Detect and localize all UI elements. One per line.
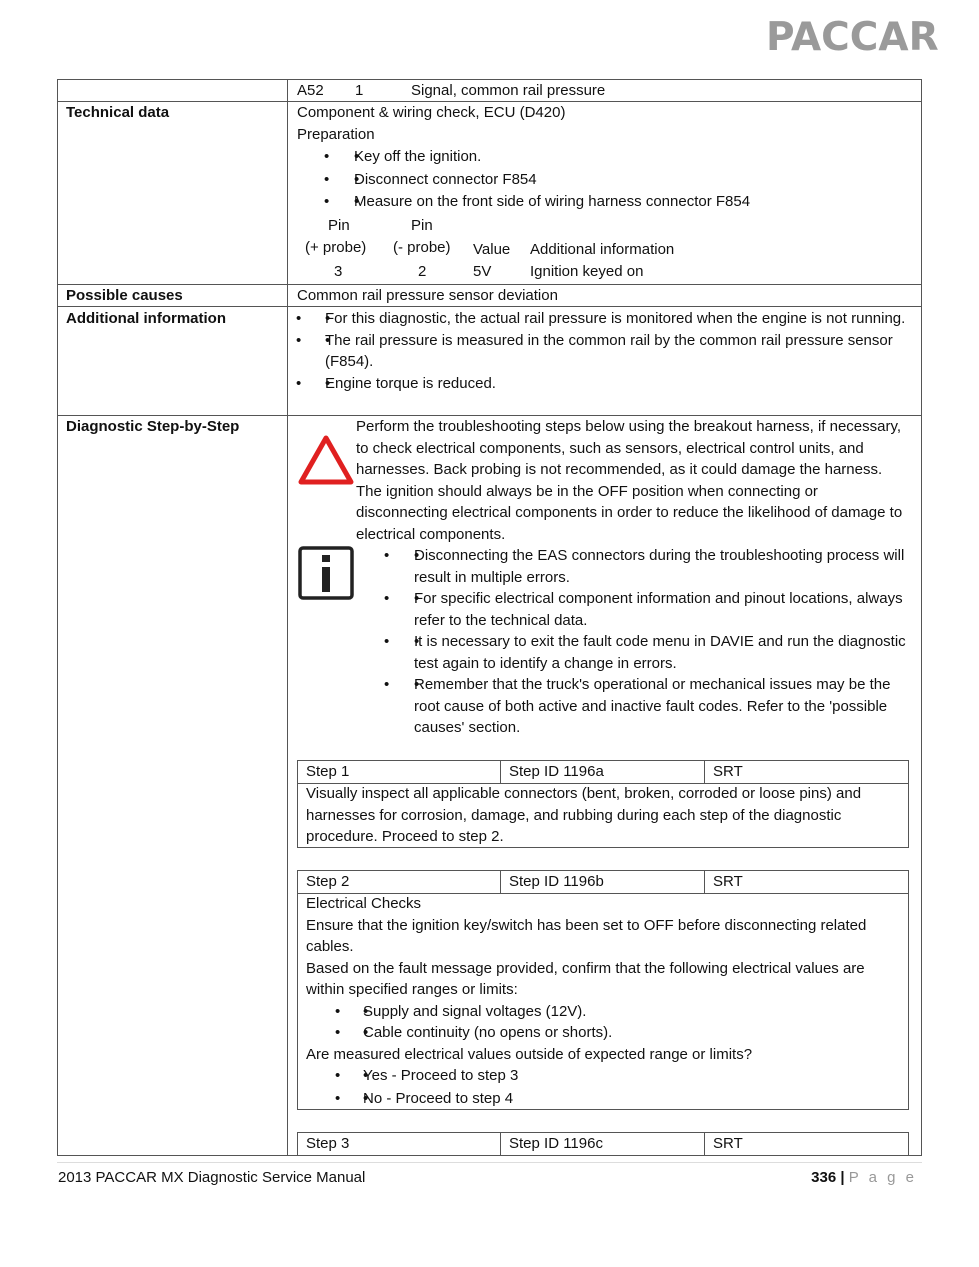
- technical-line: Component & wiring check, ECU (D420): [297, 104, 566, 121]
- step-number: Step 1: [298, 761, 501, 783]
- page-number: [811, 1167, 917, 1189]
- list-item: • • For specific electrical component information and pinout locations, always refer to the technical data.: [414, 588, 909, 631]
- step-number: Step 2: [298, 871, 501, 893]
- value-header: Value: [473, 241, 511, 258]
- step-body: [306, 893, 896, 1109]
- step-2-table: [297, 870, 909, 1110]
- info-list: [384, 545, 909, 739]
- list-item: • • Measure on the front side of wiring harness connector F854: [354, 191, 914, 213]
- step-heading: Electrical Checks: [306, 895, 422, 912]
- list-item: • • Yes - Proceed to step 3: [363, 1065, 896, 1087]
- diagnostic-label: Diagnostic Step-by-Step: [66, 418, 240, 435]
- technical-data-label: Technical data: [66, 104, 170, 121]
- additional-info-label: Additional information: [66, 310, 226, 327]
- page-separator: |: [840, 1169, 845, 1186]
- step-id: Step ID 1196c: [501, 1133, 705, 1155]
- footer-title: 2013 PACCAR MX Diagnostic Service Manual: [58, 1169, 366, 1186]
- info-icon: [298, 546, 355, 601]
- table-border-right: [921, 79, 922, 1156]
- possible-causes-label: Possible causes: [66, 287, 183, 304]
- step-text: Ensure that the ignition key/switch has been set to OFF before disconnecting related cables.: [306, 916, 867, 955]
- step-text: Visually inspect all applicable connectors (bent, broken, corroded or loose pins) and harnesses for corrosion, damage, and rubbing during each step of the diagnostic procedure. Proceed to step 2.: [306, 785, 862, 845]
- list-item: • • Key off the ignition.: [354, 146, 914, 168]
- measure-value: 5V: [473, 263, 492, 280]
- step-text: Based on the fault message provided, confirm that the following electrical values are within specified ranges or limits:: [306, 959, 865, 998]
- list-item: • • It is necessary to exit the fault code menu in DAVIE and run the diagnostic test again to identify a change in errors.: [414, 631, 909, 674]
- list-item: • • Disconnect connector F854: [354, 169, 914, 191]
- step-id: Step ID 1196a: [501, 761, 705, 783]
- list-item: • • Cable continuity (no opens or shorts).: [363, 1022, 896, 1044]
- info-header: Additional information: [530, 241, 675, 258]
- pin-header: Pin: [411, 217, 433, 234]
- list-item: • • For this diagnostic, the actual rail pressure is monitored when the engine is not running.: [325, 308, 910, 330]
- step-1-table: [297, 760, 909, 848]
- list-item: • • No - Proceed to step 4: [363, 1088, 896, 1110]
- pin-value: 2: [418, 263, 427, 280]
- step-id: Step ID 1196b: [501, 871, 705, 893]
- list-item: • • Engine torque is reduced.: [325, 373, 910, 395]
- fault-description: Signal, common rail pressure: [411, 82, 606, 99]
- technical-bullets: [324, 146, 914, 213]
- warning-text: Perform the troubleshooting steps below using the breakout harness, if necessary, to check electrical components, such as sensors, electrical control units, and harnesses. Back probing is not recommended, as it could damage the harness. The ignition should always be in the OFF position when connecting or disconnecting electrical components in order to reduce the likelihood of damage to electrical components.: [356, 418, 903, 543]
- footer-divider: [57, 1162, 922, 1163]
- possible-causes-text: Common rail pressure sensor deviation: [297, 287, 558, 304]
- technical-line: Preparation: [297, 126, 375, 143]
- column-divider: [287, 79, 288, 1156]
- warning-icon: [297, 433, 355, 487]
- step-srt: SRT: [713, 1135, 743, 1152]
- table-border-left: [57, 79, 58, 1156]
- fault-num: 1: [355, 82, 364, 99]
- pin-header: (+ probe): [305, 239, 367, 256]
- step-number: Step 3: [298, 1133, 501, 1155]
- additional-info-list: [296, 308, 910, 394]
- list-item: • • The rail pressure is measured in the common rail by the common rail pressure sensor (F854).: [325, 330, 910, 373]
- page-num: 336: [811, 1169, 837, 1186]
- step-srt: SRT: [713, 763, 743, 780]
- step-srt: SRT: [713, 873, 743, 890]
- step-question: Are measured electrical values outside of expected range or limits?: [306, 1045, 753, 1063]
- pin-header: Pin: [328, 217, 350, 234]
- pin-header: (- probe): [393, 239, 451, 256]
- fault-code: A52: [297, 82, 324, 99]
- step-3-table: [297, 1132, 909, 1156]
- paccar-logo: PACCAR: [766, 15, 939, 60]
- list-item: • • Disconnecting the EAS connectors during the troubleshooting process will result in multiple errors.: [414, 545, 909, 588]
- pin-value: 3: [334, 263, 343, 280]
- page-word: P a g e: [848, 1169, 917, 1186]
- list-item: • • Remember that the truck's operational or mechanical issues may be the root cause of both active and inactive fault codes. Refer to the 'possible causes' section.: [414, 674, 909, 739]
- measure-info: Ignition keyed on: [530, 263, 644, 280]
- list-item: • • Supply and signal voltages (12V).: [363, 1001, 896, 1023]
